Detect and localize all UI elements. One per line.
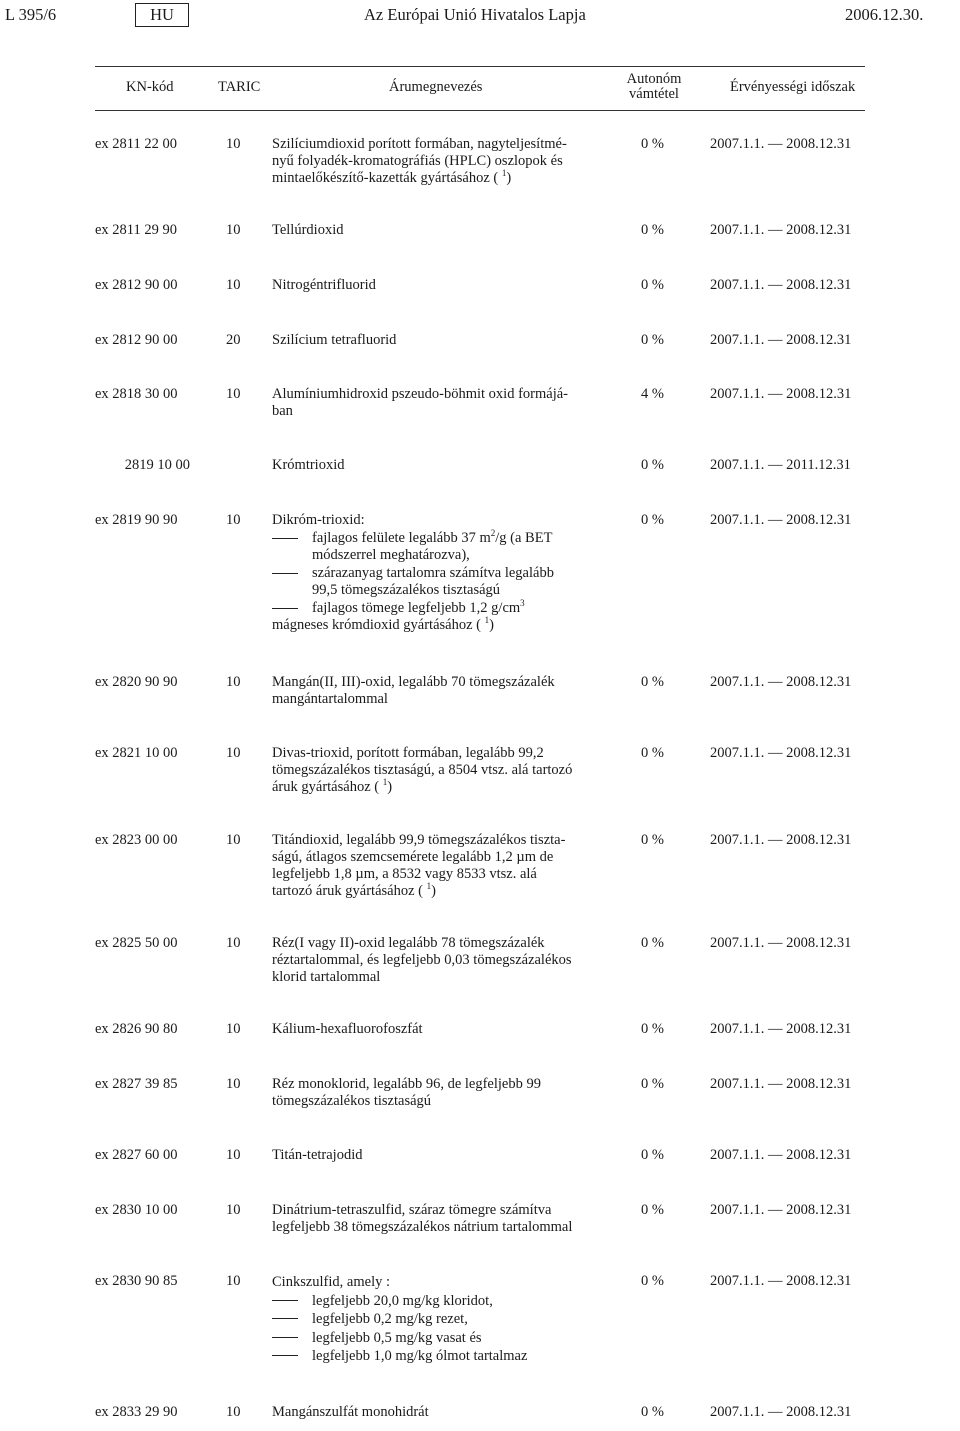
validity-period: 2007.1.1. — 2008.12.31 [710, 386, 852, 402]
page-reference: L 395/6 [5, 5, 57, 24]
description-line: Nitrogéntrifluorid [272, 277, 376, 293]
col-head-rate-line-1: Autonóm [626, 71, 682, 87]
superscript: 2 [490, 527, 496, 538]
validity-period: 2007.1.1. — 2008.12.31 [710, 674, 852, 690]
duty-rate: 0 % [641, 935, 664, 951]
description-line: mintaelőkészítő-kazetták gyártásához ( $^1$) [272, 168, 512, 186]
description-line: réztartalommal, és legfeljebb 0,03 tömegszázalékos [272, 952, 572, 968]
description-line: legfeljebb 38 tömegszázalékos nátrium tartalommal [272, 1219, 573, 1235]
kn-code: ex 2827 60 00 [95, 1147, 178, 1163]
kn-code: ex 2821 10 00 [95, 745, 178, 761]
col-head-kn: KN-kód [126, 79, 174, 95]
goods-description [272, 277, 598, 294]
goods-description [272, 1147, 598, 1164]
goods-description [272, 935, 598, 986]
dash-list-item [272, 565, 598, 600]
goods-description [272, 1076, 598, 1110]
page-header [0, 0, 960, 30]
footnote-ref: 1 [484, 615, 490, 626]
description-line-text: mágneses krómdioxid gyártásához ( [272, 617, 481, 633]
goods-description [272, 386, 598, 420]
duty-rate: 0 % [641, 674, 664, 690]
superscript: 3 [520, 597, 525, 608]
validity-period: 2007.1.1. — 2008.12.31 [710, 512, 852, 528]
validity-period: 2007.1.1. — 2008.12.31 [710, 222, 852, 238]
description-line-text: tartozó áruk gyártásához ( [272, 883, 423, 899]
dash-list-item [272, 1347, 598, 1366]
description-line: Divas-trioxid, porított formában, legalább 99,2 [272, 745, 544, 761]
goods-description [272, 1021, 598, 1038]
footnote-ref: 1 [501, 168, 507, 179]
description-intro: Cinkszulfid, amely : [272, 1274, 390, 1290]
description-line: legfeljebb 1,8 µm, a 8532 vagy 8533 vtsz. alá [272, 866, 537, 882]
description-line: Kálium-hexafluorofoszfát [272, 1021, 423, 1037]
col-head-taric: TARIC [218, 79, 261, 95]
description-line: Réz(I vagy II)-oxid legalább 78 tömegszázalék [272, 935, 545, 951]
goods-description [272, 457, 598, 474]
duty-rate: 0 % [641, 832, 664, 848]
publication-date: 2006.12.30. [845, 5, 924, 24]
description-line: Titándioxid, legalább 99,9 tömegszázalékos tiszta- [272, 832, 566, 848]
taric-code: 10 [226, 512, 241, 528]
goods-description [272, 832, 598, 900]
validity-period: 2007.1.1. — 2008.12.31 [710, 1404, 852, 1420]
description-line: Szilícium tetrafluorid [272, 332, 397, 348]
kn-code: 2819 10 00 [124, 457, 190, 473]
description-line: Réz monoklorid, legalább 96, de legfeljebb 99 [272, 1076, 541, 1092]
taric-code: 10 [226, 222, 241, 238]
duty-rate: 0 % [641, 332, 664, 348]
validity-period: 2007.1.1. — 2008.12.31 [710, 1202, 852, 1218]
description-line: Dinátrium-tetraszulfid, száraz tömegre számítva [272, 1202, 552, 1218]
footnote-ref: 1 [382, 777, 388, 788]
kn-code: ex 2830 90 85 [95, 1273, 178, 1289]
description-line: legfeljebb 1,0 mg/kg ólmot tartalmaz [312, 1348, 528, 1364]
col-head-rate-line-2: vámtétel [629, 86, 679, 102]
dash-list-item [272, 527, 598, 565]
description-line: Mangán(II, III)-oxid, legalább 70 tömegszázalék [272, 674, 555, 690]
description-line: tartozó áruk gyártásához ( $^1$) [272, 881, 436, 899]
description-line-text: /g (a BET [495, 529, 553, 546]
description-line [312, 527, 598, 548]
kn-code: ex 2811 22 00 [95, 136, 178, 152]
taric-code: 10 [226, 935, 241, 951]
dash-list-item [272, 1329, 598, 1348]
description-line: 99,5 tömegszázalékos tisztaságú [312, 582, 501, 598]
description-line: tömegszázalékos tisztaságú [272, 1093, 432, 1109]
validity-period: 2007.1.1. — 2008.12.31 [710, 935, 852, 951]
description-line-text: áruk gyártásához ( [272, 779, 380, 795]
taric-code: 10 [226, 745, 241, 761]
taric-code: 10 [226, 1404, 241, 1420]
goods-description [272, 1404, 598, 1421]
goods-description [272, 1202, 598, 1236]
dash-list-item [272, 1292, 598, 1311]
table-header-rule [95, 110, 865, 111]
description-line: Tellúrdioxid [272, 222, 344, 238]
validity-period: 2007.1.1. — 2008.12.31 [710, 136, 852, 152]
taric-code: 10 [226, 674, 241, 690]
description-line: tömegszázalékos tisztaságú, a 8504 vtsz. alá tartozó [272, 762, 573, 778]
duty-rate: 0 % [641, 512, 664, 528]
description-line: Titán-tetrajodid [272, 1147, 363, 1163]
table-top-rule [95, 66, 865, 67]
col-head-period: Érvényességi időszak [730, 79, 856, 95]
duty-rate: 0 % [641, 136, 664, 152]
validity-period: 2007.1.1. — 2008.12.31 [710, 1147, 852, 1163]
duty-rate: 0 % [641, 1202, 664, 1218]
description-line: módszerrel meghatározva), [312, 547, 470, 563]
goods-description [272, 1273, 598, 1366]
taric-code: 10 [226, 1273, 241, 1289]
taric-code: 10 [226, 386, 241, 402]
validity-period: 2007.1.1. — 2008.12.31 [710, 1076, 852, 1092]
goods-description [272, 745, 598, 796]
description-line: nyű folyadék-kromatográfiás (HPLC) oszlopok és [272, 153, 563, 169]
description-line: szárazanyag tartalomra számítva legalább [312, 564, 554, 581]
description-line: Mangánszulfát monohidrát [272, 1404, 429, 1420]
validity-period: 2007.1.1. — 2011.12.31 [710, 457, 851, 473]
duty-rate: 0 % [641, 1404, 664, 1420]
description-line: Krómtrioxid [272, 457, 345, 473]
dash-list-item [272, 1310, 598, 1329]
description-line: Alumíniumhidroxid pszeudo-böhmit oxid formájá- [272, 386, 568, 402]
description-line [312, 597, 598, 618]
taric-code: 10 [226, 1202, 241, 1218]
duty-rate: 0 % [641, 745, 664, 761]
kn-code: ex 2820 90 90 [95, 674, 178, 690]
description-line: mangántartalommal [272, 691, 388, 707]
description-line-text: fajlagos felülete legalább 37 m [312, 529, 491, 546]
description-line: mágneses krómdioxid gyártásához ( $^1$) [272, 615, 494, 633]
description-line-text: mintaelőkészítő-kazetták gyártásához ( [272, 170, 499, 186]
kn-code: ex 2818 30 00 [95, 386, 178, 402]
description-line: klorid tartalommal [272, 969, 381, 985]
duty-rate: 0 % [641, 1273, 664, 1289]
dash-list-item [272, 597, 598, 618]
kn-code: ex 2823 00 00 [95, 832, 178, 848]
validity-period: 2007.1.1. — 2008.12.31 [710, 332, 852, 348]
validity-period: 2007.1.1. — 2008.12.31 [710, 1273, 852, 1289]
duty-rate: 0 % [641, 457, 664, 473]
col-head-rate [625, 72, 683, 102]
goods-description [272, 332, 598, 349]
description-line: legfeljebb 0,5 mg/kg vasat és [312, 1329, 482, 1346]
validity-period: 2007.1.1. — 2008.12.31 [710, 745, 852, 761]
validity-period: 2007.1.1. — 2008.12.31 [710, 1021, 852, 1037]
description-line: ságú, átlagos szemcsemérete legalább 1,2 µm de [272, 849, 554, 865]
journal-title: Az Európai Unió Hivatalos Lapja [364, 5, 586, 24]
kn-code: ex 2826 90 80 [95, 1021, 178, 1037]
goods-description [272, 674, 598, 708]
duty-rate: 0 % [641, 1021, 664, 1037]
kn-code: ex 2825 50 00 [95, 935, 178, 951]
kn-code: ex 2827 39 85 [95, 1076, 178, 1092]
language-code: HU [135, 3, 189, 27]
description-line: legfeljebb 20,0 mg/kg kloridot, [312, 1292, 493, 1309]
validity-period: 2007.1.1. — 2008.12.31 [710, 832, 852, 848]
duty-rate: 0 % [641, 222, 664, 238]
description-line: ban [272, 403, 293, 419]
taric-code: 10 [226, 136, 241, 152]
goods-description [272, 512, 598, 635]
duty-rate: 0 % [641, 1076, 664, 1092]
description-line: áruk gyártásához ( $^1$) [272, 777, 393, 795]
footnote-ref: 1 [426, 881, 432, 892]
goods-description [272, 136, 598, 187]
kn-code: ex 2812 90 00 [95, 277, 178, 293]
description-line: Szilíciumdioxid porított formában, nagyteljesítmé- [272, 136, 567, 152]
taric-code: 10 [226, 1147, 241, 1163]
kn-code: ex 2819 90 90 [95, 512, 178, 528]
taric-code: 10 [226, 1076, 241, 1092]
taric-code: 20 [226, 332, 241, 348]
goods-description [272, 222, 598, 239]
taric-code: 10 [226, 277, 241, 293]
description-intro: Dikróm-trioxid: [272, 512, 365, 528]
kn-code: ex 2812 90 00 [95, 332, 178, 348]
description-line-text: fajlagos tömege legfeljebb 1,2 g/cm [312, 599, 521, 616]
description-line: legfeljebb 0,2 mg/kg rezet, [312, 1311, 468, 1327]
validity-period: 2007.1.1. — 2008.12.31 [710, 277, 852, 293]
duty-rate: 4 % [641, 386, 664, 402]
kn-code: ex 2833 29 90 [95, 1404, 178, 1420]
taric-code: 10 [226, 832, 241, 848]
duty-rate: 0 % [641, 1147, 664, 1163]
taric-code: 10 [226, 1021, 241, 1037]
col-head-description: Árumegnevezés [389, 79, 483, 95]
duty-rate: 0 % [641, 277, 664, 293]
kn-code: ex 2811 29 90 [95, 222, 178, 238]
kn-code: ex 2830 10 00 [95, 1202, 178, 1218]
